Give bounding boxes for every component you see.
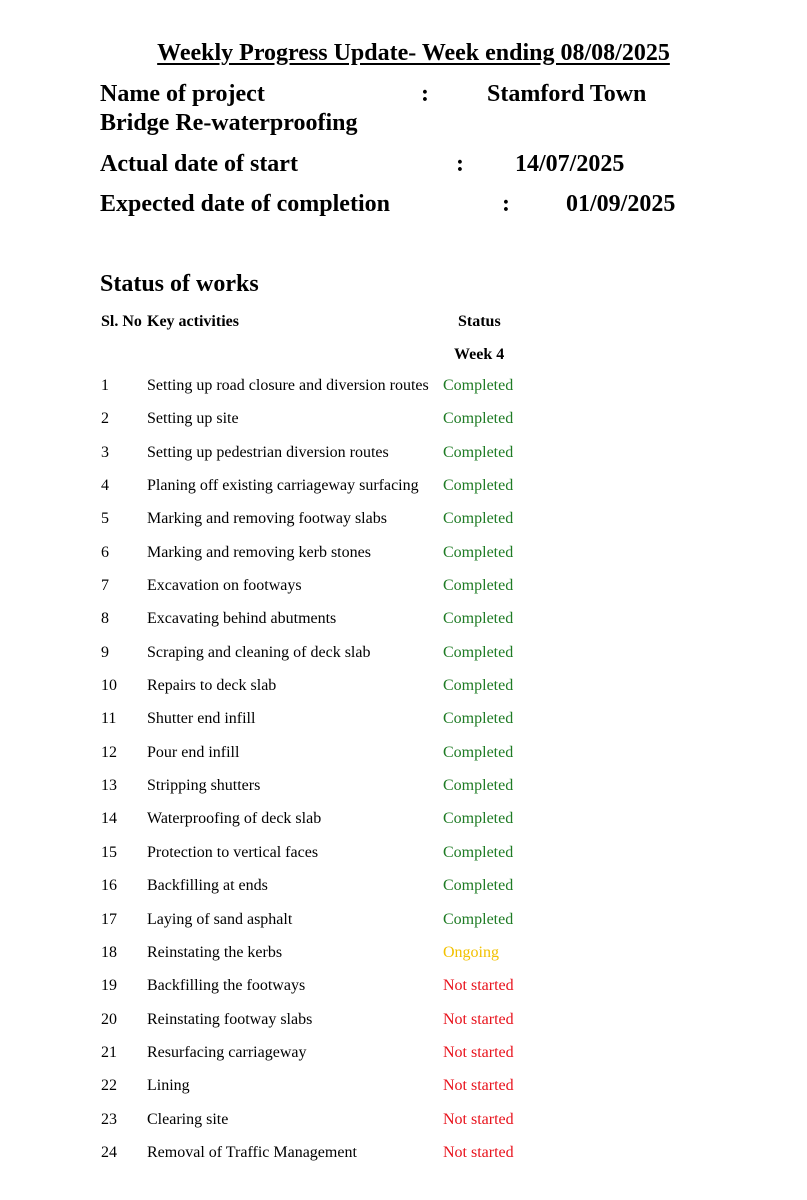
row-status: Not started (443, 1043, 514, 1061)
row-activity: Scraping and cleaning of deck slab (147, 643, 371, 661)
project-name-value: Stamford Town (487, 81, 647, 107)
row-status: Completed (443, 743, 514, 761)
row-activity: Clearing site (147, 1110, 229, 1128)
row-activity: Setting up pedestrian diversion routes (147, 443, 389, 461)
project-name-label: Name of project (100, 81, 265, 107)
completion-date-value: 01/09/2025 (566, 191, 676, 217)
row-number: 17 (101, 910, 117, 928)
row-status: Completed (443, 710, 514, 728)
row-number: 24 (101, 1143, 117, 1161)
row-status: Completed (443, 410, 514, 428)
row-number: 8 (101, 610, 109, 628)
row-status: Completed (443, 677, 514, 695)
completion-date-label: Expected date of completion (100, 191, 390, 217)
row-number: 9 (101, 643, 109, 661)
row-activity: Excavating behind abutments (147, 610, 337, 628)
row-activity: Planing off existing carriageway surfacing (147, 477, 419, 495)
row-status: Completed (443, 443, 514, 461)
column-header-week: Week 4 (454, 346, 505, 363)
table-row (0, 677, 807, 710)
activities-table-body (0, 377, 807, 1177)
row-status: Completed (443, 877, 514, 895)
table-row (0, 477, 807, 510)
row-number: 23 (101, 1110, 117, 1128)
table-row (0, 544, 807, 577)
row-status: Completed (443, 610, 514, 628)
row-status: Completed (443, 577, 514, 595)
column-header-sl-no: Sl. No (101, 313, 142, 330)
row-number: 12 (101, 743, 117, 761)
table-row (0, 577, 807, 610)
start-date-colon: : (456, 151, 464, 177)
row-activity: Excavation on footways (147, 577, 302, 595)
row-activity: Backfilling at ends (147, 877, 268, 895)
row-number: 22 (101, 1077, 117, 1095)
table-row (0, 944, 807, 977)
project-name-colon: : (421, 81, 429, 107)
row-number: 15 (101, 843, 117, 861)
row-activity: Reinstating the kerbs (147, 943, 283, 961)
row-status: Completed (443, 543, 514, 561)
row-activity: Setting up site (147, 410, 239, 428)
row-status: Completed (443, 377, 514, 394)
row-status: Completed (443, 810, 514, 828)
table-row (0, 510, 807, 543)
row-activity: Marking and removing kerb stones (147, 543, 371, 561)
row-activity: Repairs to deck slab (147, 677, 277, 695)
table-row (0, 710, 807, 743)
row-number: 16 (101, 877, 117, 895)
row-status: Not started (443, 1110, 514, 1128)
row-activity: Removal of Traffic Management (147, 1143, 357, 1161)
table-row (0, 610, 807, 643)
table-row (0, 444, 807, 477)
row-status: Not started (443, 1010, 514, 1028)
table-row (0, 644, 807, 677)
row-number: 4 (101, 477, 109, 495)
row-number: 5 (101, 510, 109, 528)
row-status: Not started (443, 977, 514, 995)
table-row (0, 777, 807, 810)
table-row (0, 1144, 807, 1177)
row-activity: Waterproofing of deck slab (147, 810, 322, 828)
row-activity: Lining (147, 1077, 190, 1095)
table-row (0, 377, 807, 410)
status-of-works-heading: Status of works (100, 271, 259, 297)
row-status: Completed (443, 643, 514, 661)
table-row (0, 744, 807, 777)
table-row (0, 877, 807, 910)
row-activity: Setting up road closure and diversion routes (147, 377, 429, 394)
row-status: Completed (443, 777, 514, 795)
row-status: Ongoing (443, 943, 499, 961)
row-number: 6 (101, 543, 109, 561)
document-title: Weekly Progress Update- Week ending 08/08/2025 (157, 40, 670, 66)
column-header-key-activities: Key activities (147, 313, 239, 330)
completion-date-colon: : (502, 191, 510, 217)
row-activity: Resurfacing carriageway (147, 1043, 307, 1061)
row-activity: Reinstating footway slabs (147, 1010, 313, 1028)
row-number: 3 (101, 443, 109, 461)
row-status: Not started (443, 1143, 514, 1161)
row-number: 21 (101, 1043, 117, 1061)
table-row (0, 1077, 807, 1110)
row-number: 18 (101, 943, 117, 961)
row-number: 11 (101, 710, 117, 728)
row-number: 7 (101, 577, 109, 595)
column-header-status: Status (458, 313, 501, 330)
start-date-label: Actual date of start (100, 151, 298, 177)
row-status: Completed (443, 910, 514, 928)
table-row (0, 1011, 807, 1044)
table-row (0, 977, 807, 1010)
row-activity: Laying of sand asphalt (147, 910, 293, 928)
row-number: 1 (101, 377, 109, 394)
start-date-value: 14/07/2025 (515, 151, 625, 177)
row-number: 19 (101, 977, 117, 995)
row-number: 13 (101, 777, 117, 795)
table-row (0, 410, 807, 443)
row-status: Not started (443, 1077, 514, 1095)
table-row (0, 1044, 807, 1077)
row-number: 10 (101, 677, 117, 695)
row-activity: Stripping shutters (147, 777, 261, 795)
table-row (0, 911, 807, 944)
row-activity: Pour end infill (147, 743, 240, 761)
row-activity: Backfilling the footways (147, 977, 306, 995)
table-row (0, 844, 807, 877)
row-activity: Protection to vertical faces (147, 843, 319, 861)
row-status: Completed (443, 843, 514, 861)
row-number: 14 (101, 810, 117, 828)
row-number: 20 (101, 1010, 117, 1028)
row-number: 2 (101, 410, 109, 428)
row-activity: Shutter end infill (147, 710, 256, 728)
row-activity: Marking and removing footway slabs (147, 510, 387, 528)
table-row (0, 1111, 807, 1144)
project-name-value-continued: Bridge Re-waterproofing (100, 110, 358, 136)
row-status: Completed (443, 510, 514, 528)
table-row (0, 810, 807, 843)
row-status: Completed (443, 477, 514, 495)
